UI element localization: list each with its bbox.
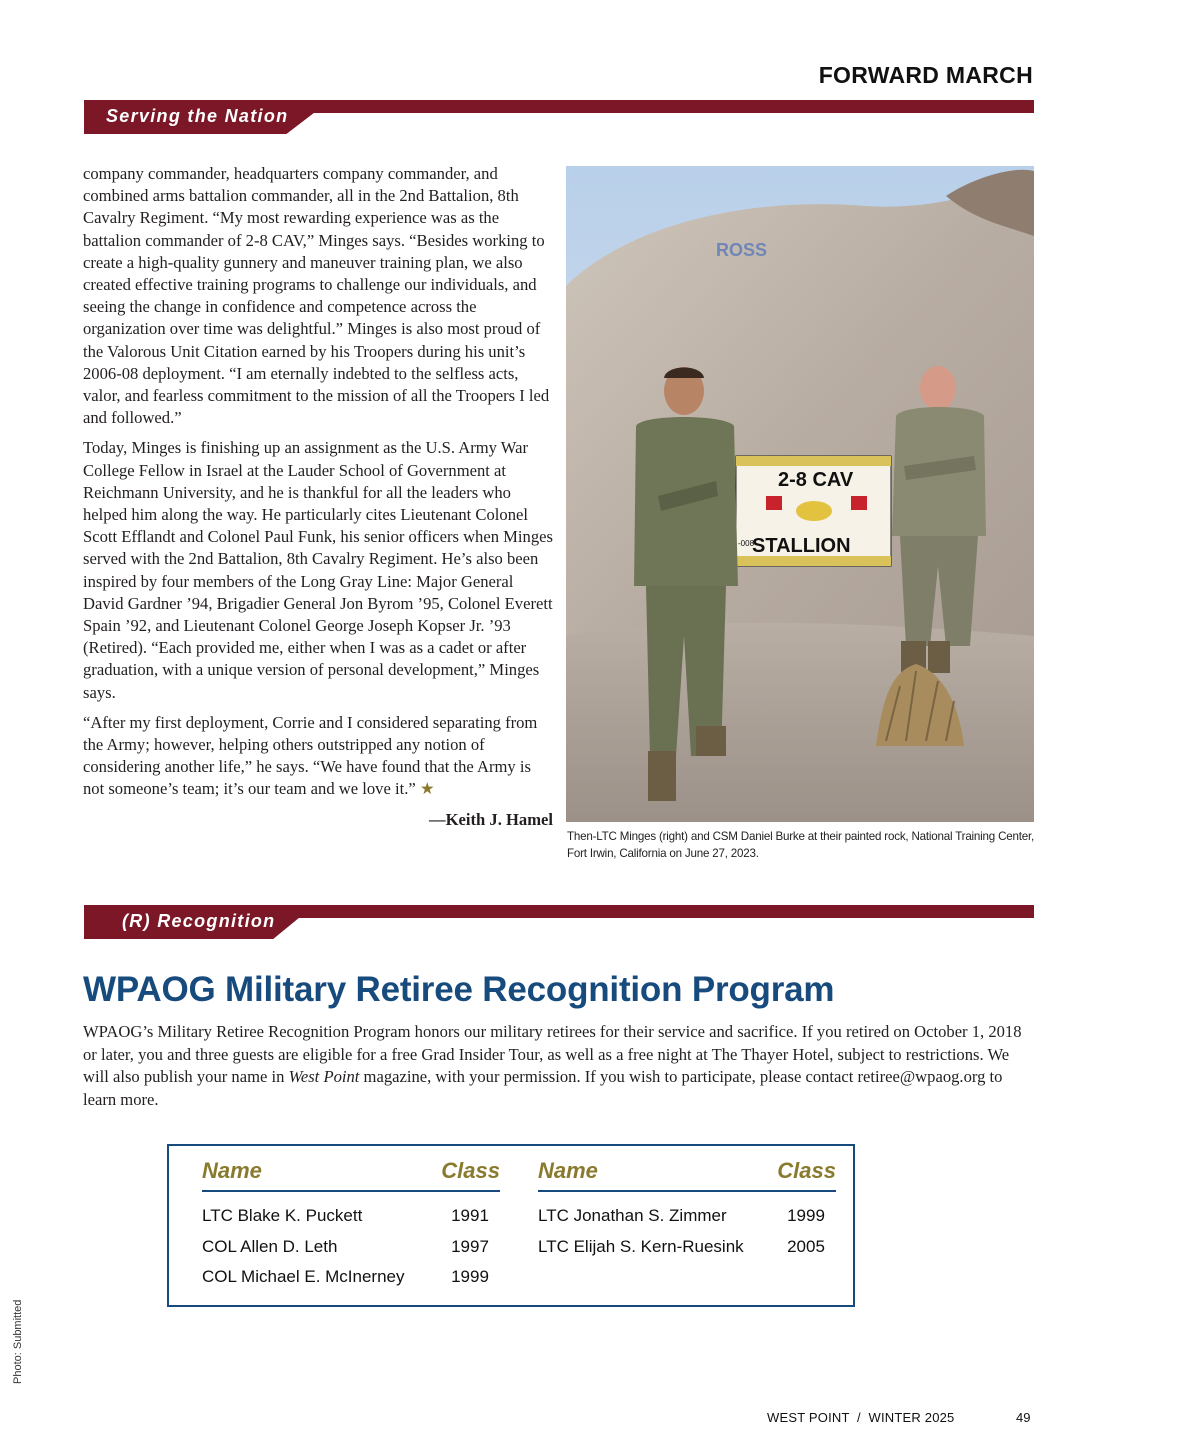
- end-star-icon: ★: [419, 779, 435, 799]
- photo-illustration: [566, 166, 1034, 822]
- roster-column-right: [538, 1158, 836, 1267]
- roster-rows: [202, 1206, 500, 1298]
- section-label: (R) Recognition: [122, 911, 276, 931]
- article-paragraph: [83, 712, 553, 801]
- retiree-name: LTC Elijah S. Kern-Ruesink: [538, 1236, 744, 1256]
- retiree-name: LTC Jonathan S. Zimmer: [538, 1206, 727, 1225]
- banner-top-text: 2-8 CAV: [778, 469, 854, 491]
- table-row: [538, 1206, 836, 1237]
- section-label: Serving the Nation: [106, 106, 289, 126]
- retiree-class: 1991: [451, 1206, 489, 1225]
- roster-header: [202, 1158, 500, 1192]
- retiree-name: LTC Blake K. Puckett: [202, 1206, 363, 1225]
- roster-header: [538, 1158, 836, 1192]
- recognition-title: WPAOG Military Retiree Recognition Program: [83, 970, 835, 1009]
- retiree-roster: [167, 1144, 855, 1307]
- intro-publication-name: West Point: [288, 1067, 360, 1087]
- rock-graffiti: ROSS: [716, 240, 768, 260]
- recognition-intro: [83, 1021, 1033, 1111]
- retiree-class: 1999: [451, 1267, 489, 1286]
- photo-caption: Then-LTC Minges (right) and CSM Daniel Burke at their painted rock, National Training Center, Fort Irwin, California on June 27, 2023.: [567, 830, 1035, 860]
- section-banner-serving: [84, 100, 1034, 134]
- section-banner-recognition: [84, 905, 1034, 939]
- unit-banner: [736, 456, 891, 566]
- retiree-class: 1997: [451, 1236, 489, 1256]
- roster-rows: [538, 1206, 836, 1267]
- class-column-header: Class: [777, 1158, 836, 1183]
- article-paragraph: company commander, headquarters company commander, and combined arms battalion commander, all in the 2nd Battalion, 8th Cavalry Regiment. “My most rewarding experience was as the battalion commander of 2-8 CAV,” Minges says. “Besides working to create a high-quality gunnery and maneuver training plan, we also created effective training programs to challenge our individuals, and seeing the change in confidence and competence across the organization over time was delightful.” Minges is also most proud of the Valorous Unit Citation earned by his Troopers during his unit’s 2006-08 deployment. “I am eternally indebted to the selfless acts, valor, and fearless commitment to the mission of all the Troopers I led and followed.”: [83, 164, 550, 428]
- name-column-header: Name: [202, 1158, 262, 1183]
- byline: —Keith J. Hamel: [429, 809, 553, 829]
- article-body: [83, 163, 553, 839]
- roster-column-left: [202, 1158, 500, 1298]
- table-row: [202, 1206, 500, 1237]
- table-row: [202, 1237, 500, 1268]
- photo-credit: Photo: Submitted: [12, 1299, 24, 1384]
- table-row: [538, 1237, 836, 1268]
- banner-small-text: -008: [738, 539, 755, 548]
- article-photo: [566, 166, 1034, 822]
- article-paragraph-text: “After my first deployment, Corrie and I considered separating from the Army; however, helping others outstripped any notion of considering another life,” he says. “We have found that the Army is not someone’s team; it’s our team and we love it.”: [83, 712, 538, 799]
- publication-folio: WEST POINT / WINTER 2025: [767, 1410, 955, 1425]
- name-column-header: Name: [538, 1158, 598, 1183]
- retiree-name: COL Allen D. Leth: [202, 1236, 338, 1256]
- intro-text-before: WPAOG’s Military Retiree Recognition Program honors our military retirees for their service and sacrifice. If you retired on October 1, 2018 or later, you and three guests are eligible for a free Grad Insider Tour, as well as a free night at The Thayer Hotel, subject to restrictions. We will also publish your name in: [83, 1022, 1022, 1087]
- running-head: FORWARD MARCH: [818, 62, 1033, 88]
- class-column-header: Class: [441, 1158, 500, 1183]
- article-paragraph: Today, Minges is finishing up an assignment as the U.S. Army War College Fellow in Israel at the Lauder School of Government at Reichmann University, and he is thankful for all the leaders who helped him along the way. He particularly cites Lieutenant Colonel Scott Efflandt and Colonel Paul Funk, his senior officers when Minges served with the 2nd Battalion, 8th Cavalry Regiment. He’s also been inspired by four members of the Long Gray Line: Major General David Gardner ’94, Brigadier General Jon Byrom ’95, Colonel Everett Spain ’92, and Lieutenant Colonel George Joseph Kopser Jr. ’93 (Retired). “Each provided me, either when I was as a cadet or after graduation, with a unique version of personal development,” Minges says.: [83, 438, 553, 702]
- retiree-class: 2005: [787, 1236, 825, 1256]
- retiree-name: COL Michael E. McInerney: [202, 1267, 405, 1286]
- intro-text-after: magazine, with your permission. If you wish to participate, please contact retiree@wpaog.org to learn more.: [83, 1067, 1003, 1109]
- retiree-class: 1999: [787, 1206, 825, 1225]
- table-row: [202, 1267, 500, 1298]
- page-number: 49: [1016, 1410, 1031, 1425]
- banner-bottom-text: STALLION: [752, 535, 851, 557]
